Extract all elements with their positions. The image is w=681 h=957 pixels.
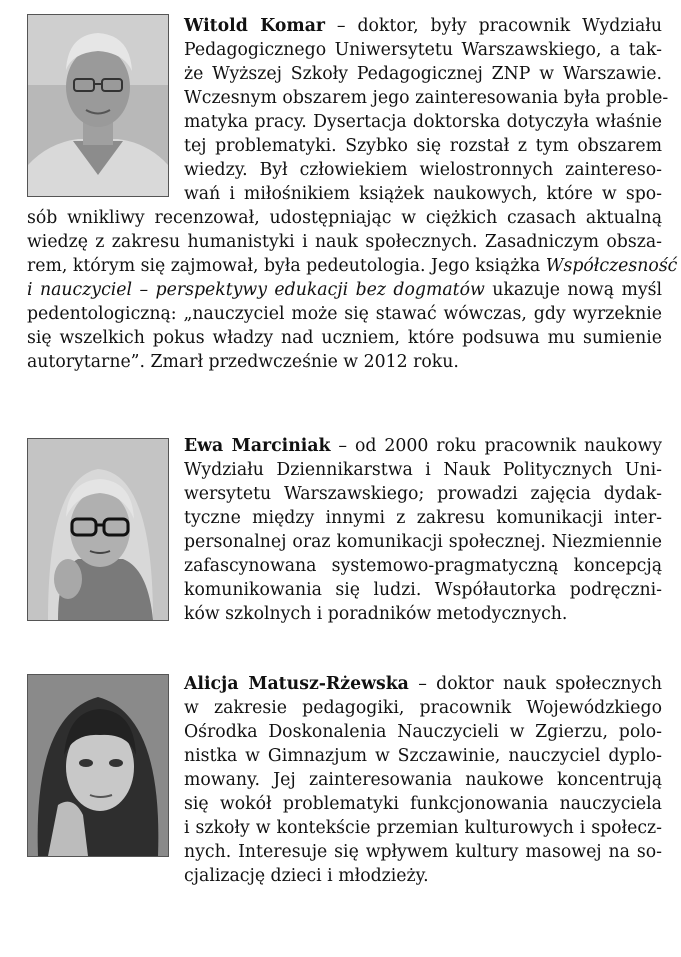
bio-line: Ewa Marciniak – od 2000 roku pracownik naukowy [184, 436, 662, 456]
bio-line: personalnej oraz komunikacji społecznej. Niezmiennie [184, 532, 662, 552]
photo-image [28, 439, 168, 620]
bio-line: Wydziału Dziennikarstwa i Nauk Politycznych Uni- [184, 460, 662, 480]
bio-line: Witold Komar – doktor, były pracownik Wydziału [184, 16, 662, 36]
bio-line: w zakresie pedagogiki, pracownik Wojewódzkiego [184, 698, 662, 718]
portrait-photo-woman-hand-on-cheek [27, 674, 169, 857]
bio-line: nistka w Gimnazjum w Szczawinie, nauczyciel dyplo- [184, 746, 662, 766]
photo-image [28, 675, 168, 856]
bio-line: Ośrodka Doskonalenia Nauczycieli w Zgierzu, polo- [184, 722, 662, 742]
bio-line: matyka pracy. Dysertacja doktorska dotyczyła właśnie [184, 112, 662, 132]
bio-line: Wczesnym obszarem jego zainteresowania była proble- [184, 88, 669, 108]
bio-line: tyczne między innymi z zakresu komunikacji inter- [184, 508, 662, 528]
bio-line: komunikowania się ludzi. Współautorka podręczni- [184, 580, 662, 600]
person-name: Ewa Marciniak [184, 436, 331, 456]
bio-line: ków szkolnych i poradników metodycznych. [184, 604, 568, 624]
bio-line: i nauczyciel – perspektywy edukacji bez dogmatów ukazuje nową myśl [27, 280, 662, 300]
bio-line: cjalizację dzieci i młodzieży. [184, 866, 429, 886]
bio-line: Pedagogicznego Uniwersytetu Warszawskiego, a tak- [184, 40, 662, 60]
person-name: Alicja Matusz-Rżewska [184, 674, 409, 694]
bio-line: wersytetu Warszawskiego; prowadzi zajęcia dydak- [184, 484, 662, 504]
bio-line: sób wnikliwy recenzował, udostępniając w ciężkich czasach aktualną [27, 208, 662, 228]
bio-line: autorytarne”. Zmarł przedwcześnie w 2012 roku. [27, 352, 459, 372]
bio-line: że Wyższej Szkoły Pedagogicznej ZNP w Warszawie. [184, 64, 662, 84]
person-name: Witold Komar [184, 16, 326, 36]
bio-line: wań i miłośnikiem książek naukowych, które w spo- [184, 184, 662, 204]
book-title: Współczesność [545, 256, 678, 276]
portrait-photo-woman-glasses [27, 438, 169, 621]
bio-line: pedentologiczną: „nauczyciel może się stawać wówczas, gdy wyrzeknie [27, 304, 662, 324]
bio-line: się wokół problematyki funkcjonowania nauczyciela [184, 794, 662, 814]
portrait-photo-man-glasses [27, 14, 169, 197]
bio-line: mowany. Jej zainteresowania naukowe koncentrują [184, 770, 662, 790]
photo-image [28, 15, 168, 196]
bio-line: i szkoły w kontekście przemian kulturowych i społecz- [184, 818, 662, 838]
bio-line: się wszelkich pokus władzy nad uczniem, które podsuwa mu sumienie [27, 328, 662, 348]
bio-line: nych. Interesuje się wpływem kultury masowej na so- [184, 842, 662, 862]
bio-line: tej problematyki. Szybko się rozstał z tym obszarem [184, 136, 662, 156]
bio-line: zafascynowana systemowo-pragmatyczną koncepcją [184, 556, 662, 576]
bio-line: rem, którym się zajmował, była pedeutologia. Jego książka Współczesność [27, 256, 678, 276]
bio-line: wiedzy. Był człowiekiem wielostronnych zaintereso- [184, 160, 662, 180]
book-title: i nauczyciel – perspektywy edukacji bez dogmatów [27, 280, 485, 300]
bio-line: wiedzę z zakresu humanistyki i nauk społecznych. Zasadniczym obsza- [27, 232, 662, 252]
bio-line: Alicja Matusz-Rżewska – doktor nauk społecznych [184, 674, 662, 694]
